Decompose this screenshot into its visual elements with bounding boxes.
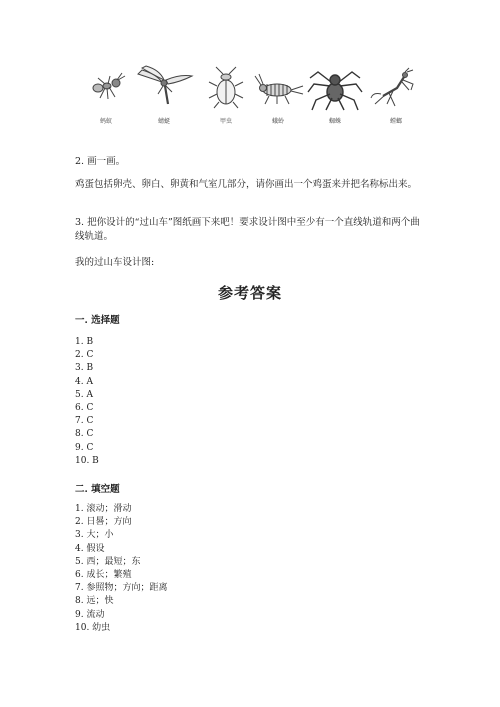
question-2-title: 2. 画一画。 bbox=[75, 156, 126, 167]
list-item: 2. C bbox=[75, 350, 94, 361]
list-item: 1. 滚动；滑动 bbox=[75, 504, 132, 514]
spider-icon bbox=[306, 64, 364, 112]
section-title-fill: 二. 填空题 bbox=[75, 484, 120, 495]
fill-answer-list bbox=[75, 503, 167, 635]
dragonfly-icon bbox=[132, 64, 196, 108]
larva-figure bbox=[250, 64, 306, 134]
list-item: 4. 假设 bbox=[75, 543, 105, 554]
mantis-icon bbox=[367, 64, 425, 110]
insect-label: 蜘蛛 bbox=[328, 118, 341, 125]
beetle-icon bbox=[206, 64, 246, 110]
section-title-choice: 一. 选择题 bbox=[75, 315, 120, 326]
insect-label: 甲虫 bbox=[219, 118, 232, 125]
list-item: 5. 西；最短；东 bbox=[75, 556, 141, 567]
list-item: 1. B bbox=[75, 337, 94, 347]
list-item: 3. 大；小 bbox=[75, 530, 114, 541]
list-item: 8. 远；快 bbox=[75, 596, 114, 607]
spider-figure bbox=[306, 64, 364, 134]
list-item: 9. C bbox=[75, 442, 94, 453]
question-2-text: 鸡蛋包括卵壳、卵白、卵黄和气室几部分，请你画出一个鸡蛋来并把名称标出来。 bbox=[75, 179, 418, 190]
answer-title: 参考答案 bbox=[217, 284, 282, 302]
insect-label: 螳螂 bbox=[389, 118, 402, 125]
list-item: 9. 流动 bbox=[75, 609, 105, 620]
list-item: 2. 日晷；方向 bbox=[75, 517, 132, 528]
list-item: 3. B bbox=[75, 363, 94, 374]
list-item: 8. C bbox=[75, 429, 94, 440]
list-item: 5. A bbox=[75, 389, 93, 400]
dragonfly-figure bbox=[132, 64, 196, 134]
mantis-figure bbox=[366, 64, 426, 134]
insect-illustrations bbox=[80, 64, 425, 134]
list-item: 10. 幼虫 bbox=[75, 622, 111, 633]
insect-label: 蚂蚁 bbox=[99, 118, 112, 125]
list-item: 6. 成长；繁殖 bbox=[75, 570, 132, 581]
insect-label: 蛾蛉 bbox=[271, 118, 284, 125]
list-item: 10. B bbox=[75, 455, 99, 466]
design-label: 我的过山车设计图: bbox=[75, 257, 155, 268]
insect-label: 蜻蜓 bbox=[157, 118, 170, 125]
larva-icon bbox=[251, 64, 305, 108]
list-item: 7. 参照物；方向；距离 bbox=[75, 583, 168, 594]
ant-icon bbox=[86, 64, 126, 108]
list-item: 4. A bbox=[75, 376, 93, 387]
list-item: 7. C bbox=[75, 416, 94, 427]
question-3-text: 3. 把你设计的“过山车”图纸画下来吧！要求设计图中至少有一个直线轨道和两个曲线轨道。 bbox=[75, 217, 420, 242]
beetle-figure bbox=[200, 64, 252, 134]
list-item: 6. C bbox=[75, 403, 94, 414]
choice-answer-list bbox=[75, 336, 99, 468]
ant-figure bbox=[80, 64, 132, 134]
